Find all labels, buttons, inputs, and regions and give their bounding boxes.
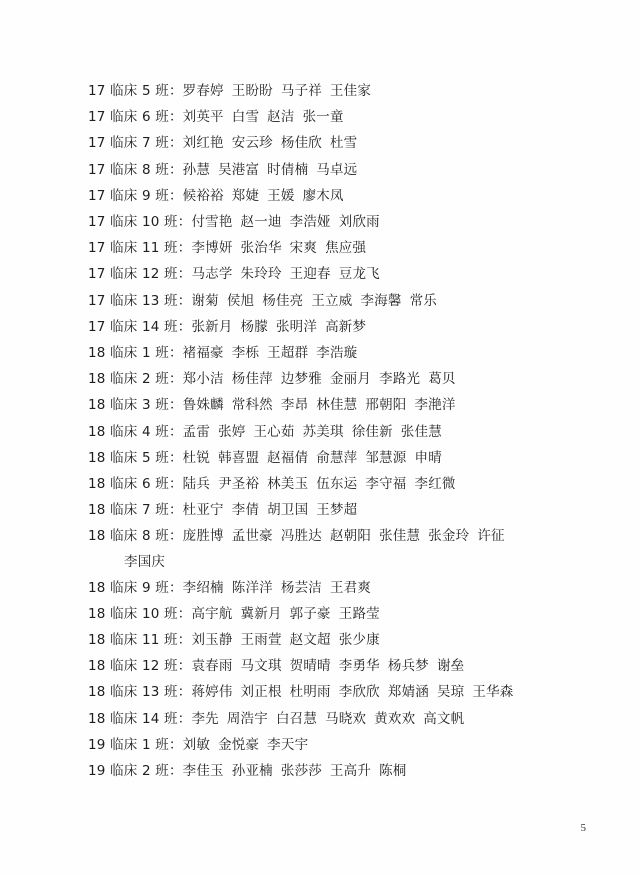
name-group bbox=[183, 78, 379, 104]
student-name: 杨兵梦 bbox=[387, 658, 429, 675]
student-name: 宋爽 bbox=[289, 240, 318, 257]
student-name: 刘敏 bbox=[182, 736, 211, 753]
name-group bbox=[183, 523, 513, 549]
name-group bbox=[191, 261, 387, 287]
student-name: 赵洁 bbox=[267, 109, 295, 126]
student-name: 张治华 bbox=[240, 240, 282, 257]
student-name: 张一童 bbox=[302, 109, 344, 126]
student-name: 吴琼 bbox=[436, 684, 465, 701]
student-name: 俞慧萍 bbox=[316, 449, 358, 466]
roster-line bbox=[88, 78, 582, 104]
class-label: 19 临床 1 班： bbox=[88, 736, 183, 753]
name-group bbox=[183, 104, 352, 130]
student-name: 李绍楠 bbox=[182, 579, 224, 596]
name-group-continued bbox=[88, 550, 582, 575]
student-name: 王雨萱 bbox=[240, 632, 282, 649]
class-label: 18 临床 9 班： bbox=[88, 579, 183, 596]
student-name: 王心茹 bbox=[253, 423, 295, 440]
roster-line bbox=[88, 366, 582, 392]
student-name: 常乐 bbox=[409, 292, 437, 309]
name-group bbox=[183, 130, 366, 156]
roster-line bbox=[88, 130, 582, 156]
student-name: 焦应强 bbox=[325, 240, 367, 257]
student-name: 高文帆 bbox=[423, 710, 465, 727]
student-name: 林美玉 bbox=[267, 476, 309, 493]
roster-line bbox=[88, 104, 582, 130]
class-label: 17 临床 11 班： bbox=[88, 240, 192, 257]
roster-line bbox=[88, 575, 582, 601]
student-name: 高宇航 bbox=[191, 605, 233, 622]
student-name: 马子祥 bbox=[280, 83, 322, 99]
class-label: 18 临床 10 班： bbox=[88, 605, 192, 622]
student-name: 李佳玉 bbox=[182, 763, 224, 780]
student-name: 赵朝阳 bbox=[329, 528, 372, 545]
class-label: 17 临床 7 班： bbox=[88, 135, 183, 152]
student-name: 王迎春 bbox=[289, 266, 331, 283]
student-name: 冀新月 bbox=[240, 605, 282, 622]
name-group bbox=[183, 497, 366, 523]
name-group bbox=[183, 471, 464, 497]
student-name: 张新月 bbox=[191, 318, 233, 335]
roster-line bbox=[88, 679, 582, 705]
student-name: 谢菊 bbox=[191, 292, 219, 309]
class-label: 18 临床 1 班： bbox=[88, 345, 183, 362]
student-name: 刘正根 bbox=[240, 684, 282, 701]
name-roster-list bbox=[88, 78, 582, 784]
student-name: 尹圣裕 bbox=[218, 476, 260, 493]
student-name: 胡卫国 bbox=[267, 502, 309, 519]
name-group bbox=[191, 627, 387, 653]
class-label: 18 临床 8 班： bbox=[88, 528, 183, 545]
student-name: 庞胜博 bbox=[182, 528, 224, 545]
name-group bbox=[191, 209, 387, 235]
student-name: 邹慧源 bbox=[365, 449, 407, 466]
roster-line bbox=[88, 523, 582, 574]
name-group bbox=[183, 366, 464, 392]
name-group bbox=[183, 419, 450, 445]
student-name: 李路光 bbox=[379, 371, 421, 388]
roster-line bbox=[88, 288, 582, 314]
student-name: 常科然 bbox=[231, 397, 273, 414]
student-name: 高新梦 bbox=[325, 318, 367, 335]
student-name: 赵文超 bbox=[289, 632, 331, 649]
student-name: 张少康 bbox=[338, 632, 380, 649]
roster-line bbox=[88, 445, 582, 471]
student-name: 王媛 bbox=[267, 187, 295, 204]
student-name: 谢垒 bbox=[436, 658, 465, 675]
student-name: 周浩宇 bbox=[226, 710, 268, 727]
roster-line bbox=[88, 627, 582, 653]
student-name: 王盼盼 bbox=[231, 83, 273, 99]
student-name: 张婷 bbox=[218, 423, 246, 440]
class-label: 17 临床 9 班： bbox=[88, 187, 183, 204]
student-name: 李天宇 bbox=[267, 736, 309, 753]
student-name: 杨佳亮 bbox=[262, 292, 304, 309]
student-name: 郑小洁 bbox=[182, 371, 224, 388]
student-name: 杜亚宁 bbox=[182, 502, 224, 519]
roster-line bbox=[88, 314, 582, 340]
roster-line bbox=[88, 497, 582, 523]
student-name: 李浩璇 bbox=[316, 345, 358, 362]
student-name: 孟世豪 bbox=[231, 528, 273, 545]
student-name: 李栎 bbox=[231, 345, 260, 362]
student-name: 伍东运 bbox=[316, 476, 358, 493]
roster-line bbox=[88, 758, 582, 784]
class-label: 18 临床 14 班： bbox=[88, 710, 192, 727]
student-name: 白雪 bbox=[231, 109, 260, 126]
student-name: 许征 bbox=[477, 528, 505, 545]
student-name: 金悦豪 bbox=[218, 736, 260, 753]
student-name: 白召慧 bbox=[275, 710, 318, 727]
student-name: 杜锐 bbox=[182, 449, 211, 466]
student-name: 朱玲玲 bbox=[240, 266, 282, 283]
student-name: 徐佳新 bbox=[351, 423, 393, 440]
roster-line bbox=[88, 419, 582, 445]
student-name: 李博妍 bbox=[191, 240, 233, 257]
student-name: 刘欣雨 bbox=[338, 214, 380, 231]
student-name: 王立威 bbox=[311, 292, 353, 309]
student-name: 孟雷 bbox=[182, 423, 211, 440]
student-name: 王梦超 bbox=[316, 502, 358, 519]
student-name: 陈洋洋 bbox=[231, 579, 273, 596]
roster-line bbox=[88, 209, 582, 235]
student-name: 豆龙飞 bbox=[338, 266, 380, 283]
name-group bbox=[191, 653, 472, 679]
student-name: 蒋婷伟 bbox=[191, 684, 233, 701]
name-group bbox=[191, 314, 374, 340]
class-label: 18 临床 5 班： bbox=[88, 449, 183, 466]
class-label: 18 临床 12 班： bbox=[88, 658, 192, 675]
student-name: 时倩楠 bbox=[267, 161, 309, 178]
student-name: 张金玲 bbox=[428, 528, 470, 545]
student-name: 郭子豪 bbox=[289, 605, 331, 622]
roster-line bbox=[88, 392, 582, 418]
roster-line bbox=[88, 340, 582, 366]
class-label: 18 临床 13 班： bbox=[88, 684, 192, 701]
class-label: 19 临床 2 班： bbox=[88, 763, 183, 780]
roster-line bbox=[88, 261, 582, 287]
class-label: 17 临床 13 班： bbox=[88, 292, 192, 309]
student-name: 陈桐 bbox=[379, 763, 407, 780]
student-name: 葛贝 bbox=[428, 371, 456, 388]
page-number: 5 bbox=[580, 822, 586, 834]
student-name: 边梦雅 bbox=[280, 371, 322, 388]
student-name: 侯旭 bbox=[226, 292, 255, 309]
student-name: 鲁姝麟 bbox=[182, 397, 224, 414]
name-group bbox=[183, 157, 366, 183]
name-group bbox=[191, 235, 374, 261]
student-name: 吴港富 bbox=[218, 161, 260, 178]
roster-line bbox=[88, 653, 582, 679]
student-name: 马晓欢 bbox=[325, 710, 367, 727]
student-name: 马卓远 bbox=[316, 161, 358, 178]
student-name: 陆兵 bbox=[182, 476, 211, 493]
student-name: 张莎莎 bbox=[280, 763, 322, 780]
student-name: 马志学 bbox=[191, 266, 233, 283]
student-name: 郑婧涵 bbox=[387, 684, 429, 701]
student-name: 杨佳欣 bbox=[280, 135, 322, 152]
student-name: 张明洋 bbox=[275, 318, 318, 335]
class-label: 18 临床 3 班： bbox=[88, 397, 183, 414]
student-name: 刘红艳 bbox=[182, 135, 224, 152]
student-name: 李欣欣 bbox=[338, 684, 380, 701]
student-name: 郑婕 bbox=[231, 187, 260, 204]
name-group bbox=[191, 601, 387, 627]
student-name: 杨芸洁 bbox=[280, 579, 322, 596]
student-name: 孙亚楠 bbox=[231, 763, 273, 780]
student-name: 王路莹 bbox=[338, 605, 380, 622]
roster-line bbox=[88, 601, 582, 627]
student-name: 赵福倩 bbox=[267, 449, 309, 466]
student-name: 李昂 bbox=[280, 397, 309, 414]
class-label: 18 临床 2 班： bbox=[88, 371, 183, 388]
class-label: 18 临床 11 班： bbox=[88, 632, 192, 649]
student-name: 王高升 bbox=[329, 763, 372, 780]
name-group bbox=[183, 758, 415, 784]
name-group bbox=[183, 392, 464, 418]
student-name: 马文琪 bbox=[240, 658, 282, 675]
class-label: 17 临床 12 班： bbox=[88, 266, 192, 283]
student-name: 孙慧 bbox=[182, 161, 211, 178]
roster-line bbox=[88, 157, 582, 183]
student-name: 付雪艳 bbox=[191, 214, 233, 231]
student-name: 王佳家 bbox=[329, 83, 372, 99]
class-label: 17 临床 8 班： bbox=[88, 161, 183, 178]
student-name: 李国庆 bbox=[124, 553, 166, 570]
class-label: 17 临床 14 班： bbox=[88, 318, 192, 335]
student-name: 杨朦 bbox=[240, 318, 268, 335]
student-name: 王华森 bbox=[472, 684, 514, 701]
name-group bbox=[191, 706, 472, 732]
class-label: 18 临床 4 班： bbox=[88, 423, 183, 440]
student-name: 刘英平 bbox=[182, 109, 224, 126]
student-name: 候裕裕 bbox=[182, 187, 224, 204]
student-name: 冯胜达 bbox=[280, 528, 322, 545]
student-name: 张佳慧 bbox=[379, 528, 421, 545]
name-group bbox=[183, 340, 366, 366]
student-name: 褚福豪 bbox=[182, 345, 224, 362]
class-label: 17 临床 6 班： bbox=[88, 109, 183, 126]
roster-line bbox=[88, 235, 582, 261]
student-name: 李滟洋 bbox=[414, 397, 456, 414]
roster-line bbox=[88, 706, 582, 732]
student-name: 赵一迪 bbox=[240, 214, 282, 231]
student-name: 贺晴晴 bbox=[289, 658, 331, 675]
class-label: 18 临床 7 班： bbox=[88, 502, 183, 519]
student-name: 袁春雨 bbox=[191, 658, 233, 675]
student-name: 苏美琪 bbox=[302, 423, 344, 440]
class-label: 17 临床 10 班： bbox=[88, 214, 192, 231]
class-label: 17 临床 5 班： bbox=[88, 83, 183, 99]
student-name: 李海馨 bbox=[360, 292, 402, 309]
name-group bbox=[183, 575, 379, 601]
student-name: 李浩娅 bbox=[289, 214, 331, 231]
name-group bbox=[183, 445, 450, 471]
student-name: 杨佳萍 bbox=[231, 371, 273, 388]
student-name: 李守福 bbox=[365, 476, 407, 493]
name-group bbox=[183, 732, 317, 758]
student-name: 杜雪 bbox=[329, 135, 358, 152]
student-name: 杜明雨 bbox=[289, 684, 331, 701]
student-name: 张佳慧 bbox=[400, 423, 442, 440]
student-name: 邢朝阳 bbox=[365, 397, 407, 414]
name-group bbox=[183, 183, 352, 209]
student-name: 黄欢欢 bbox=[374, 710, 416, 727]
name-group bbox=[191, 679, 521, 705]
student-name: 李先 bbox=[191, 710, 219, 727]
roster-line bbox=[88, 471, 582, 497]
student-name: 韩喜盟 bbox=[218, 449, 260, 466]
student-name: 林佳慧 bbox=[316, 397, 358, 414]
student-name: 金丽月 bbox=[329, 371, 372, 388]
student-name: 安云珍 bbox=[231, 135, 273, 152]
roster-line bbox=[88, 732, 582, 758]
student-name: 李红微 bbox=[414, 476, 456, 493]
roster-line bbox=[88, 183, 582, 209]
student-name: 申晴 bbox=[414, 449, 442, 466]
student-name: 李勇华 bbox=[338, 658, 380, 675]
student-name: 廖木凤 bbox=[302, 187, 344, 204]
student-name: 刘玉静 bbox=[191, 632, 233, 649]
class-label: 18 临床 6 班： bbox=[88, 476, 183, 493]
student-name: 李倩 bbox=[231, 502, 260, 519]
name-group bbox=[191, 288, 445, 314]
student-name: 王超群 bbox=[267, 345, 309, 362]
student-name: 王君爽 bbox=[329, 579, 372, 596]
student-name: 罗春婷 bbox=[182, 83, 224, 99]
